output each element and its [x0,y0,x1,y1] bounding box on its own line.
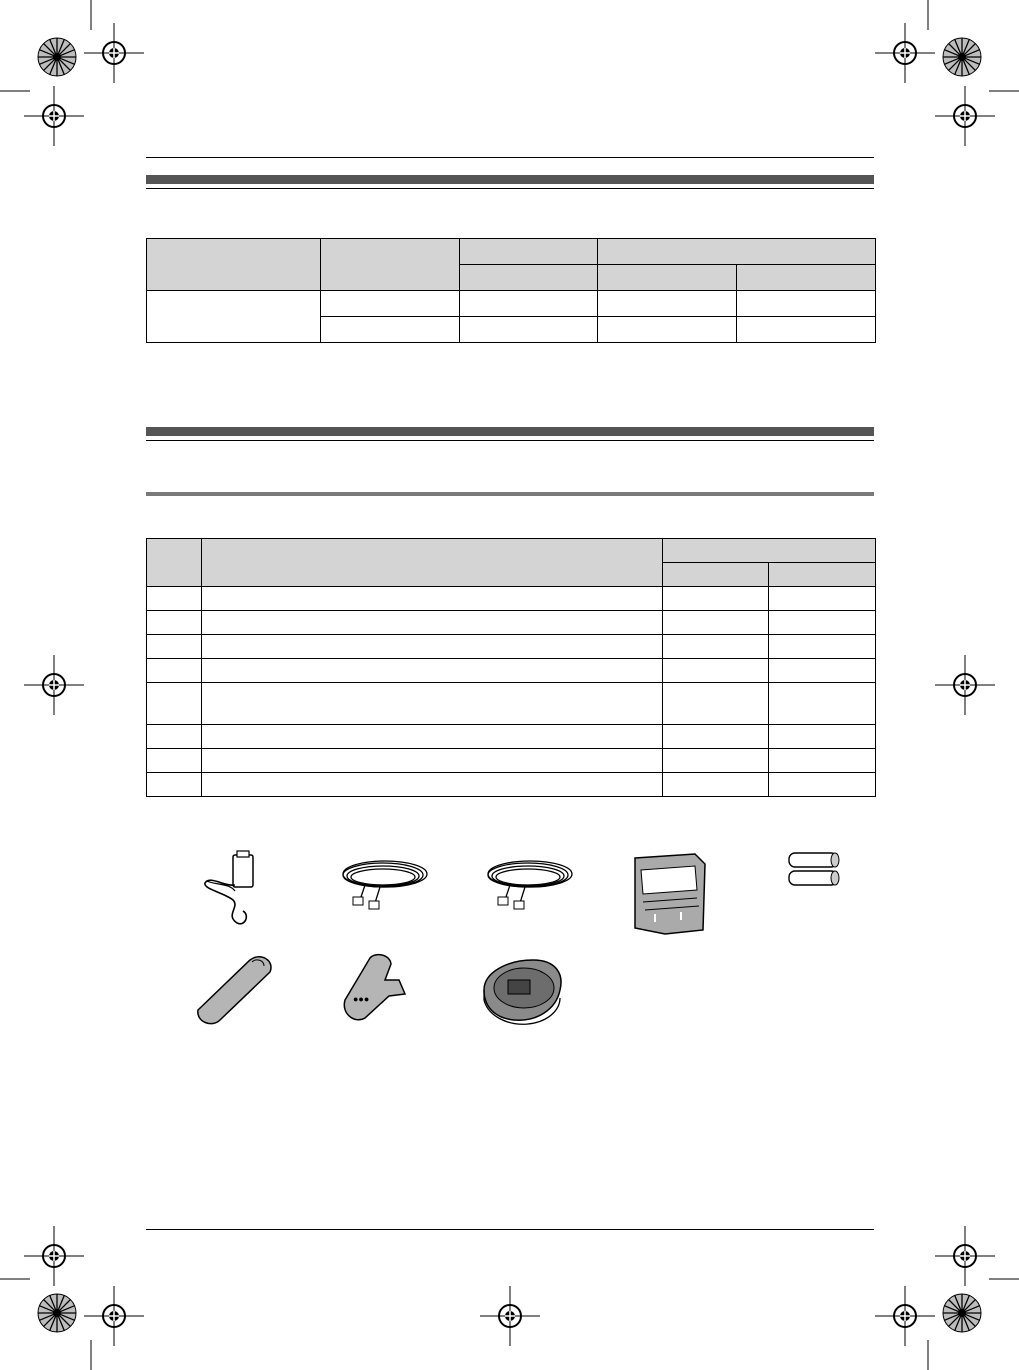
table-cell [769,683,876,725]
table-cell [202,587,663,611]
model-table-header [321,239,460,291]
table-cell [147,635,202,659]
header-rule [146,157,874,158]
belt-clip-icon [335,950,415,1030]
footer-rule [146,1229,874,1230]
table-row [147,749,876,773]
section2-subheading-rule [146,492,874,496]
table-cell [663,635,769,659]
table-cell [663,587,769,611]
table-cell [769,611,876,635]
table-cell [769,749,876,773]
section2-heading-rule [146,440,874,441]
table-cell [321,317,460,343]
wall-mounting-adaptor-icon [625,850,715,940]
accessories-table-subheader [769,563,876,587]
section2-heading-band [146,427,874,436]
table-cell [460,291,598,317]
table-cell [147,291,321,343]
table-cell [769,635,876,659]
model-table-subheader [598,265,737,291]
accessories-table-header [663,539,876,563]
section1-heading-rule [146,188,874,189]
table-cell [202,683,663,725]
handset-cover-icon [190,950,280,1030]
table-cell [769,773,876,797]
table-cell [321,291,460,317]
table-cell [663,683,769,725]
table-cell [769,659,876,683]
accessories-table [146,538,876,797]
section1-heading-band [146,175,874,184]
table-cell [147,587,202,611]
table-cell [460,317,598,343]
table-cell [147,749,202,773]
table-cell [147,659,202,683]
table-row [147,291,876,317]
table-cell [147,773,202,797]
table-row [147,659,876,683]
table-cell [598,317,737,343]
table-cell [147,611,202,635]
charger-icon [478,950,568,1030]
table-cell [202,749,663,773]
accessories-table-header [202,539,663,587]
table-cell [202,611,663,635]
table-row [147,773,876,797]
table-cell [663,725,769,749]
table-row [147,587,876,611]
model-table [146,238,876,343]
table-row [147,725,876,749]
table-cell [202,659,663,683]
table-cell [737,291,876,317]
accessories-table-header [147,539,202,587]
table-cell [598,291,737,317]
table-cell [769,587,876,611]
model-table-subheader [460,265,598,291]
table-cell [663,659,769,683]
model-table-subheader [737,265,876,291]
accessories-table-subheader [663,563,769,587]
table-cell [147,725,202,749]
table-row [147,683,876,725]
table-cell [663,611,769,635]
telephone-line-cord-icon [480,855,575,915]
svg-text:●●●: ●●● [353,994,370,1004]
telephone-line-cord-icon [335,855,430,915]
rechargeable-batteries-icon [785,850,845,890]
table-cell [202,773,663,797]
ac-adaptor-icon [195,845,285,935]
model-table-header [460,239,598,265]
table-cell [737,317,876,343]
table-cell [769,725,876,749]
table-cell [202,725,663,749]
table-row [147,635,876,659]
table-row [147,611,876,635]
table-cell [147,683,202,725]
model-table-header [147,239,321,291]
model-table-header [598,239,876,265]
table-cell [663,773,769,797]
table-cell [663,749,769,773]
table-cell [202,635,663,659]
